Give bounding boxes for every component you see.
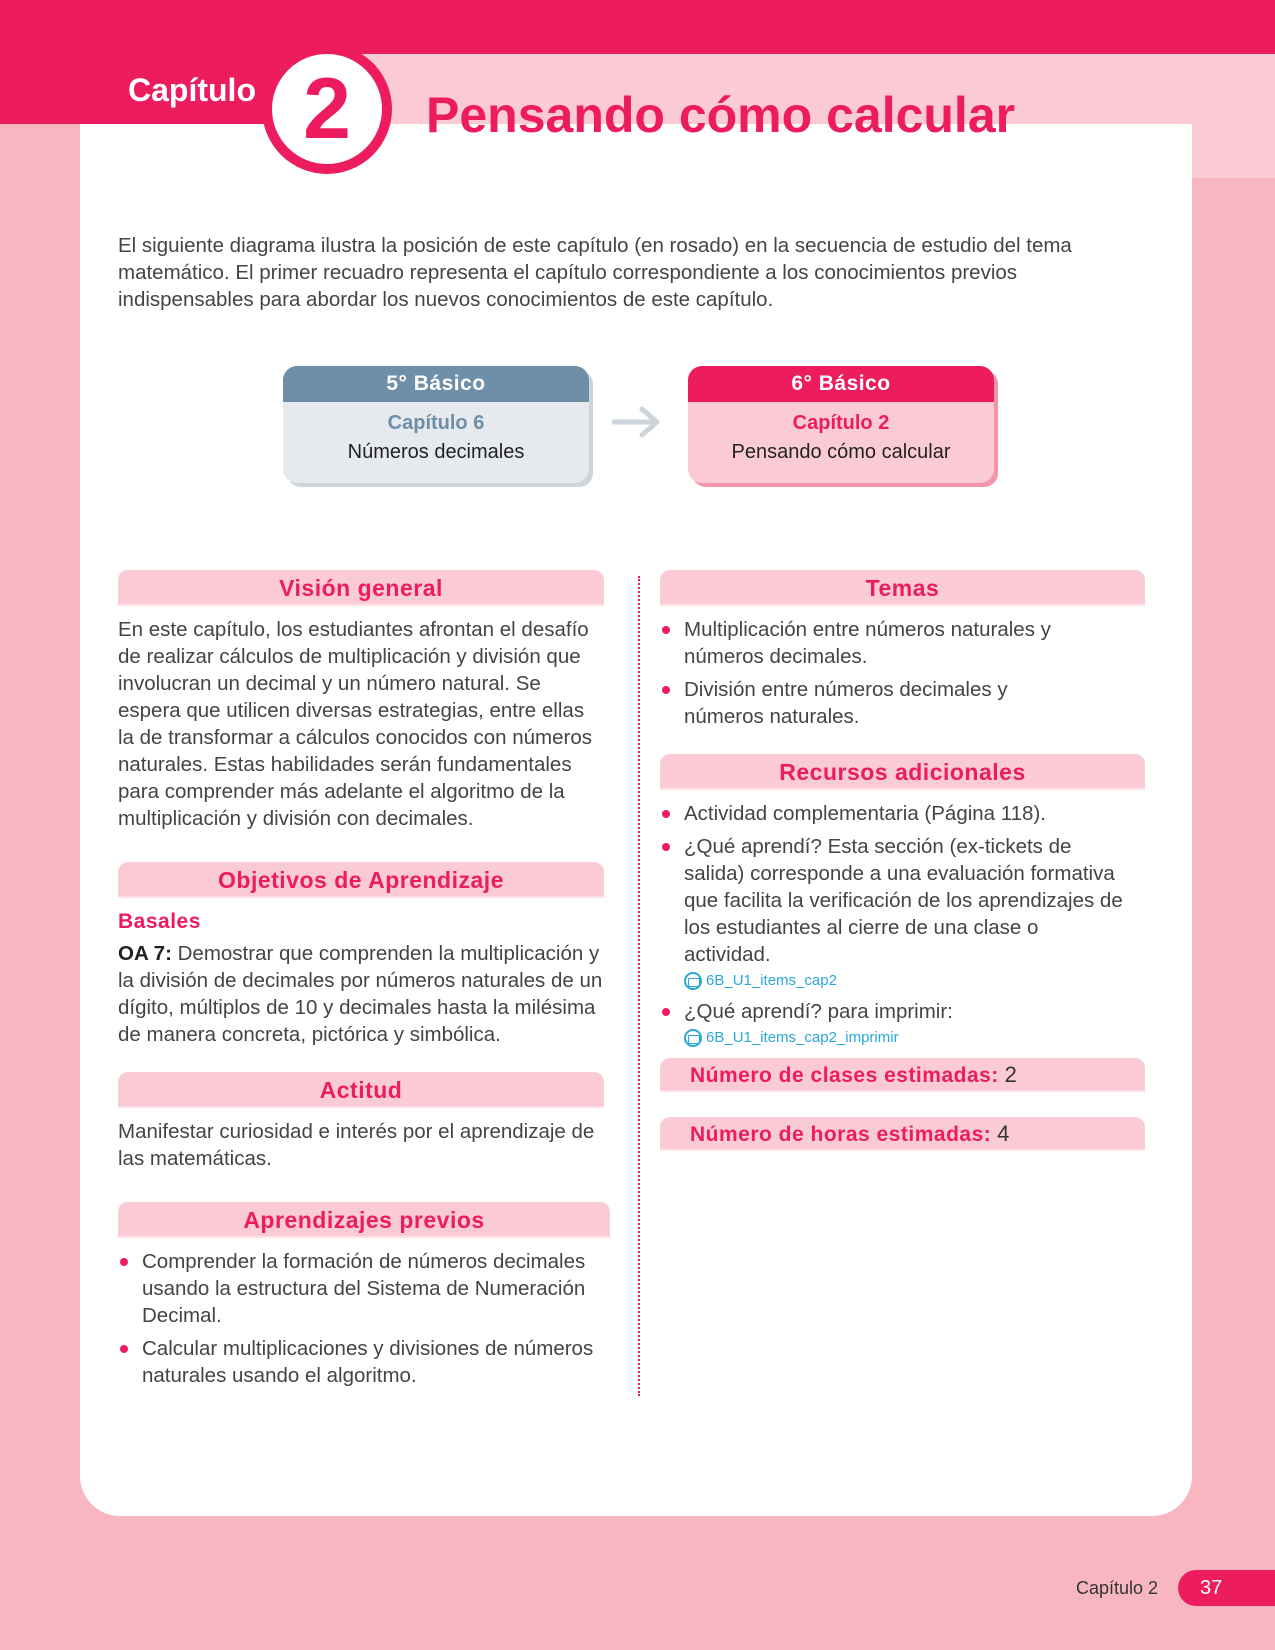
objetivos-heading: Objetivos de Aprendizaje <box>118 862 604 898</box>
list-item: Actividad complementaria (Página 118). <box>660 800 1130 827</box>
column-divider <box>638 576 640 1396</box>
bullet-icon <box>662 686 670 694</box>
recursos-list <box>660 800 1130 1055</box>
vision-text: En este capítulo, los estudiantes afrontan el desafío de realizar cálculos de multiplicación y división que involucran un decimal y un número natural. Se espera que utilicen diversas estrategias, entre ellas la de transformar a cálculos conocidos con números naturales. Estas habilidades serán fundamentales para comprender más adelante el algoritmo de la multiplicación y división con decimales. <box>118 618 593 830</box>
oa-text <box>118 940 618 1048</box>
sequence-grade: 5° Básico <box>283 366 589 402</box>
sequence-grade: 6° Básico <box>688 366 994 402</box>
arrow-right-icon <box>612 404 662 440</box>
page-title: Pensando cómo calcular <box>426 87 1016 143</box>
chapter-number: 2 <box>272 54 382 164</box>
file-link[interactable]: 6B_U1_items_cap2 <box>684 970 1130 992</box>
sequence-box-previous <box>283 366 589 483</box>
clases-estimadas <box>660 1058 1145 1092</box>
chapter-label: Capítulo <box>128 72 256 108</box>
list-item: Comprender la formación de números decimales usando la estructura del Sistema de Numeración Decimal. <box>118 1248 598 1329</box>
recursos-heading: Recursos adicionales <box>660 754 1145 790</box>
bullet-icon <box>662 1008 670 1016</box>
top-bar <box>0 0 1275 54</box>
horas-estimadas <box>660 1117 1145 1151</box>
basales-subheading: Basales <box>118 910 201 933</box>
folder-icon <box>684 972 702 990</box>
bullet-icon <box>120 1258 128 1266</box>
intro-text: El siguiente diagrama ilustra la posición de este capítulo (en rosado) en la secuencia de estudio del tema matemático. El primer recuadro representa el capítulo correspondiente a los conocimientos previos indispensables para abordar los nuevos conocimientos de este capítulo. <box>118 234 1072 311</box>
bullet-icon <box>662 810 670 818</box>
list-item: División entre números decimales y números naturales. <box>660 676 1070 730</box>
horas-value: 4 <box>997 1121 1010 1146</box>
oa-description: Demostrar que comprenden la multiplicación y la división de decimales por números naturales de un dígito, múltiplos de 10 y decimales hasta la milésima de manera concreta, pictórica y simbólica. <box>118 942 603 1046</box>
sequence-chapter: Capítulo 2 <box>792 412 890 434</box>
clases-value: 2 <box>1004 1062 1017 1087</box>
list-item: ¿Qué aprendí? Esta sección (ex-tickets de salida) corresponde a una evaluación formativa que facilita la verificación de los aprendizajes de los estudiantes al cierre de una clase o actividad. 6B_U1_items_cap2 <box>660 833 1130 992</box>
folder-icon <box>684 1029 702 1047</box>
previos-list <box>118 1248 598 1395</box>
vision-heading: Visión general <box>118 570 604 606</box>
sequence-box-current <box>688 366 994 483</box>
chapter-number-badge <box>262 44 392 174</box>
horas-label: Número de horas estimadas: <box>690 1123 992 1146</box>
actitud-text: Manifestar curiosidad e interés por el aprendizaje de las matemáticas. <box>118 1120 595 1170</box>
bullet-icon <box>662 626 670 634</box>
file-link[interactable]: 6B_U1_items_cap2_imprimir <box>684 1027 1130 1049</box>
footer-chapter-label: Capítulo 2 <box>1076 1578 1159 1598</box>
actitud-heading: Actitud <box>118 1072 604 1108</box>
bullet-icon <box>662 843 670 851</box>
sequence-chapter: Capítulo 6 <box>387 412 485 434</box>
page-number: 37 <box>1178 1570 1275 1606</box>
sequence-chapter-name: Números decimales <box>347 441 525 463</box>
temas-heading: Temas <box>660 570 1145 606</box>
oa-label: OA 7: <box>118 942 172 965</box>
list-item: Multiplicación entre números naturales y números decimales. <box>660 616 1070 670</box>
bullet-icon <box>120 1345 128 1353</box>
previos-heading: Aprendizajes previos <box>118 1202 610 1238</box>
clases-label: Número de clases estimadas: <box>690 1064 999 1087</box>
list-item: Calcular multiplicaciones y divisiones de números naturales usando el algoritmo. <box>118 1335 598 1389</box>
list-item: ¿Qué aprendí? para imprimir: 6B_U1_items_cap2_imprimir <box>660 998 1130 1049</box>
sequence-chapter-name: Pensando cómo calcular <box>731 441 951 463</box>
temas-list <box>660 616 1070 736</box>
